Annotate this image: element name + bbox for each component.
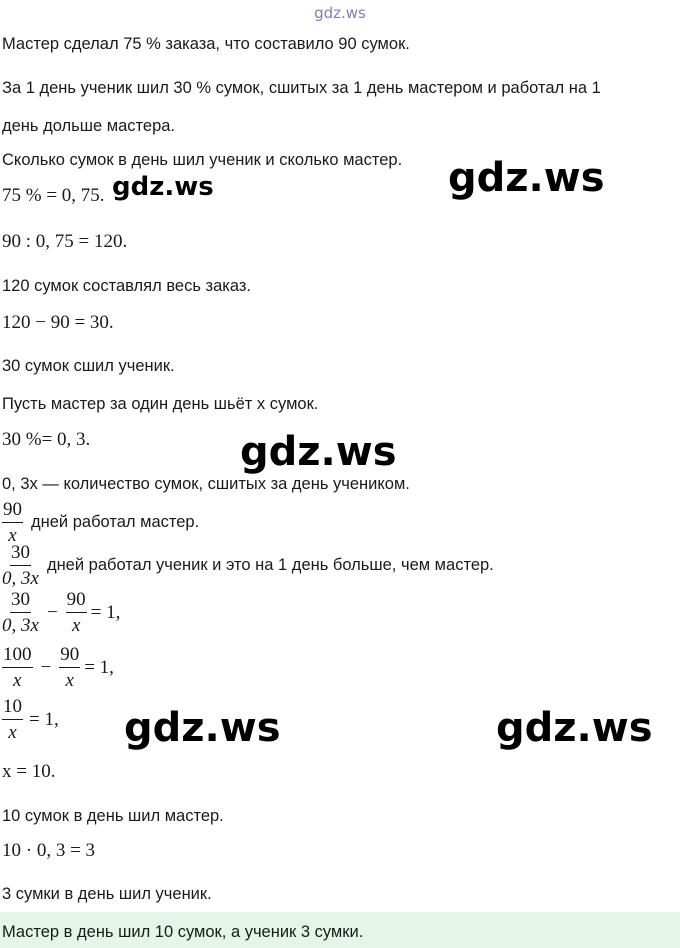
text-line-12: 0, 3x — количество сумок, сшитых за день учеником. <box>2 475 410 493</box>
watermark: gdz.ws <box>112 172 214 202</box>
watermark: gdz.ws <box>448 155 605 201</box>
math-line-6: 90 : 0, 75 = 120. <box>2 231 128 252</box>
answer-line: Мастер в день шил 10 сумок, а ученик 3 сумки. <box>2 923 364 941</box>
fraction-line-14-text: дней работал ученик и это на 1 день больше, чем мастер. <box>46 556 494 574</box>
math-line-8: 120 − 90 = 30. <box>2 312 114 333</box>
text-line-2: За 1 день ученик шил 30 % сумок, сшитых за 1 день мастером и работал на 1 <box>2 79 601 97</box>
watermark: gdz.ws <box>240 429 397 475</box>
watermark: gdz.ws <box>496 705 653 751</box>
equation-line-17 <box>2 697 59 742</box>
text-line-7: 120 сумок составлял весь заказ. <box>2 277 251 295</box>
equation-line-16 <box>2 645 114 690</box>
fraction-30-03x: 30 0, 3x <box>2 542 39 589</box>
watermark: gdz.ws <box>124 705 281 751</box>
fraction-line-13-text: дней работал мастер. <box>31 513 200 531</box>
text-line-4: Сколько сумок в день шил ученик и сколько мастер. <box>2 151 403 169</box>
watermark-top: gdz.ws <box>314 4 366 22</box>
text-line-10: Пусть мастер за один день шьёт x сумок. <box>2 395 319 413</box>
fraction-line-13 <box>2 500 199 545</box>
minus-sign: − <box>46 601 58 623</box>
fraction-90-x: $\frac{90}{x}$ <box>66 589 86 636</box>
fraction-10-x: $\frac{10}{x}$ <box>3 696 22 743</box>
math-line-19: x = 10. <box>2 761 56 782</box>
fraction-line-14 <box>2 543 494 588</box>
fraction-90-x: 90 x <box>3 499 22 546</box>
minus-sign: − <box>40 656 52 678</box>
fraction-30-03x: 30 0, 3x <box>2 589 39 636</box>
text-line-20: 10 сумок в день шил мастер. <box>2 807 224 825</box>
equation-rhs: = 1, <box>29 708 59 730</box>
math-line-21: 10 · 0, 3 = 3 <box>2 840 96 861</box>
text-line-22: 3 сумки в день шил ученик. <box>2 885 212 903</box>
equation-rhs: = 1, <box>90 601 121 623</box>
math-line-5: 75 % = 0, 75. <box>2 185 105 206</box>
equation-rhs: = 1, <box>84 656 114 678</box>
text-line-1: Мастер сделал 75 % заказа, что составило 90 сумок. <box>2 35 410 53</box>
equation-line-15 <box>2 590 120 635</box>
text-line-3: день дольше мастера. <box>2 117 176 135</box>
math-line-11: 30 %= 0, 3. <box>2 429 91 450</box>
text-line-9: 30 сумок сшил ученик. <box>2 357 175 375</box>
fraction-90-x: $\frac{90}{x}$ <box>60 644 80 691</box>
fraction-100-x: 100 x <box>3 644 32 691</box>
